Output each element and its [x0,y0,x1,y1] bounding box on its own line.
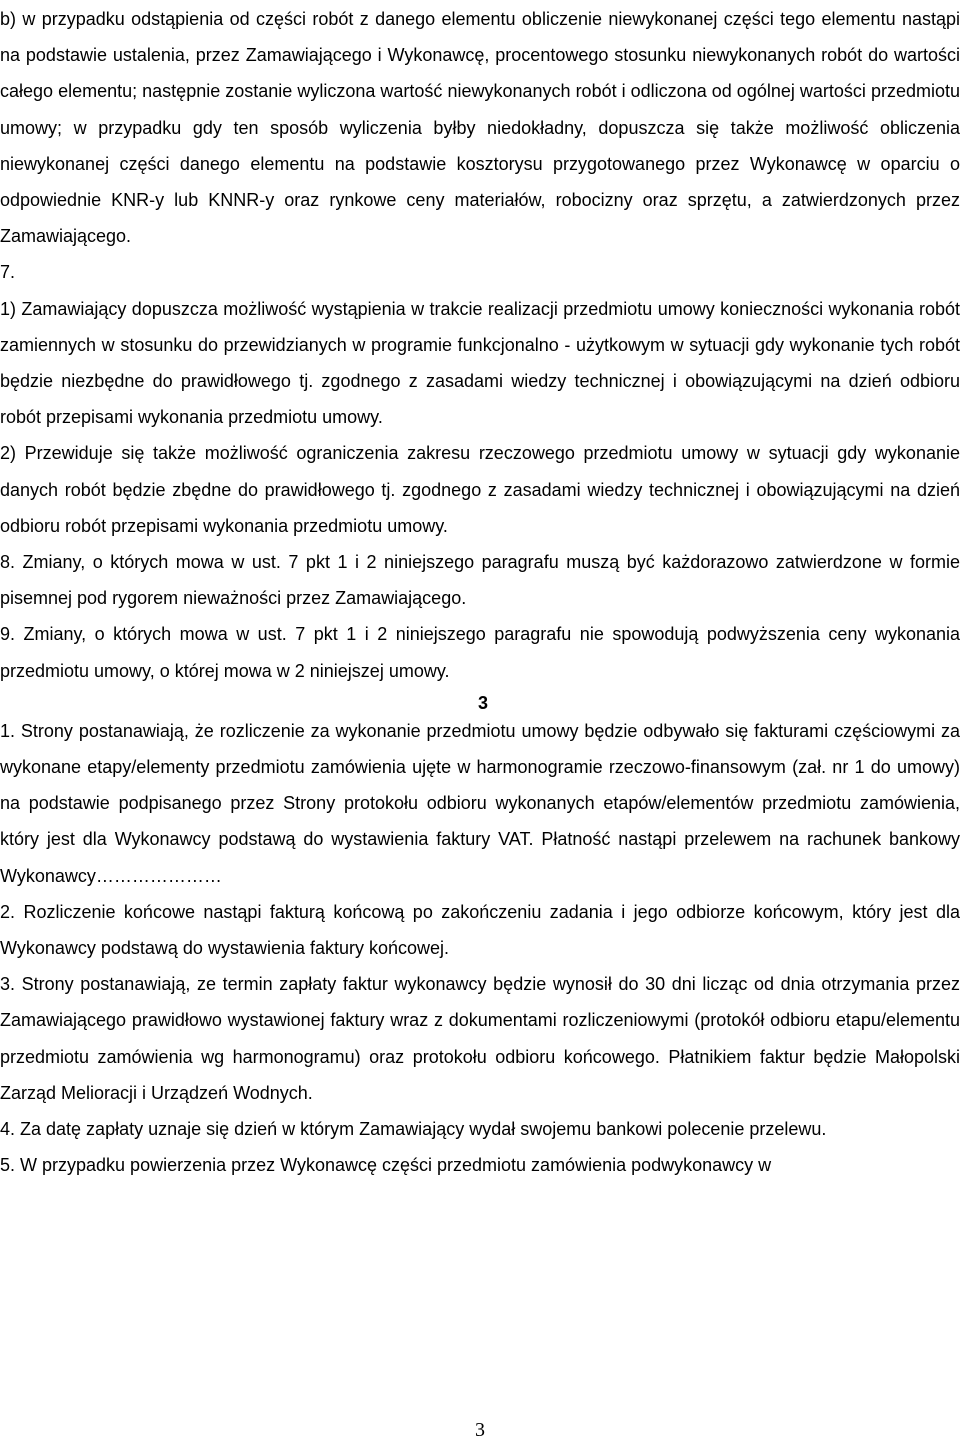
section-paragraph-3-payment-term: 3. Strony postanawiają, ze termin zapłaty faktur wykonawcy będzie wynosił do 30 dni licząc od dnia otrzymania przez Zamawiającego prawidłowo wystawionej faktury wraz z dokumentami rozliczeniowymi (protokół odbioru etapu/elementu przedmiotu zamówienia wg harmonogramu) oraz protokołu odbioru końcowego. Płatnikiem faktur będzie Małopolski Zarząd Melioracji i Urządzeń Wodnych. [0,974,960,1103]
paragraph-point-8: 8. Zmiany, o których mowa w ust. 7 pkt 1 i 2 niniejszego paragrafu muszą być każdorazowo zatwierdzone w formie pisemnej pod rygorem nieważności przez Zamawiającego. [0,552,960,609]
page-number: 3 [475,1419,485,1441]
section-paragraph-1-invoicing: 1. Strony postanawiają, że rozliczenie za wykonanie przedmiotu umowy będzie odbywało się fakturami częściowymi za wykonane etapy/elementy przedmiotu zamówienia ujęte w harmonogramie rzeczowo-finansowym (zał. nr 1 do umowy) na podstawie podpisanego przez Strony protokołu odbioru wykonanych etapów/elementów przedmiotu zamówienia, który jest dla Wykonawcy podstawą do wystawienia faktury VAT. Płatność nastąpi przelewem na rachunek bankowy Wykonawcy………………… [0,720,960,886]
paragraph-b-withdrawal: b) w przypadku odstąpienia od części robót z danego elementu obliczenie niewykonanej części tego elementu nastąpi na podstawie ustalenia, przez Zamawiającego i Wykonawcę, procentowego stosunku niewykonanych robót do wartości całego elementu; następnie zostanie wyliczona wartość niewykonanych robót i odliczona od ogólnej wartości przedmiotu umowy; w przypadku gdy ten sposób wyliczenia byłby niedokładny, dopuszcza się także możliwość obliczenia niewykonanej części danego elementu na podstawie kosztorysu przygotowanego przez Wykonawcę w oparciu o odpowiednie KNR-y lub KNNR-y oraz rynkowe ceny materiałów, robocizny oraz sprzętu, a zatwierdzonych przez Zamawiającego. [0,9,960,247]
section-paragraph-4-payment-date: 4. Za datę zapłaty uznaje się dzień w którym Zamawiający wydał swojemu bankowi polecenie przelewu. [0,1119,827,1140]
section-heading: 3 [477,692,488,713]
paragraph-point-9: 9. Zmiany, o których mowa w ust. 7 pkt 1 i 2 niniejszego paragrafu nie spowodują podwyższenia ceny wykonania przedmiotu umowy, o której mowa w 2 niniejszej umowy. [0,624,960,681]
section-paragraph-5-subcontractor: 5. W przypadku powierzenia przez Wykonawcę części przedmiotu zamówienia podwykonawcy w [0,1155,772,1176]
section-paragraph-2-final-invoice: 2. Rozliczenie końcowe nastąpi fakturą końcową po zakończeniu zadania i jego odbiorze końcowym, który jest dla Wykonawcy podstawą do wystawienia faktury końcowej. [0,901,960,959]
paragraph-7-2-scope-limitation: 2) Przewiduje się także możliwość ograniczenia zakresu rzeczowego przedmiotu umowy w sytuacji gdy wykonanie danych robót będzie zbędne do prawidłowego tj. zgodnego z zasadami wiedzy technicznej i obowiązującymi na dzień odbioru robót przepisami wykonania przedmiotu umowy. [0,443,960,536]
paragraph-point-7: 7. [0,262,16,283]
paragraph-7-1-substitute-works: 1) Zamawiający dopuszcza możliwość wystąpienia w trakcie realizacji przedmiotu umowy konieczności wykonania robót zamiennych w stosunku do przewidzianych w programie funkcjonalno - użytkowym w sytuacji gdy wykonanie tych robót będzie niezbędne do prawidłowego tj. zgodnego z zasadami wiedzy technicznej i obowiązującymi na dzień odbioru robót przepisami wykonania przedmiotu umowy. [0,298,960,428]
